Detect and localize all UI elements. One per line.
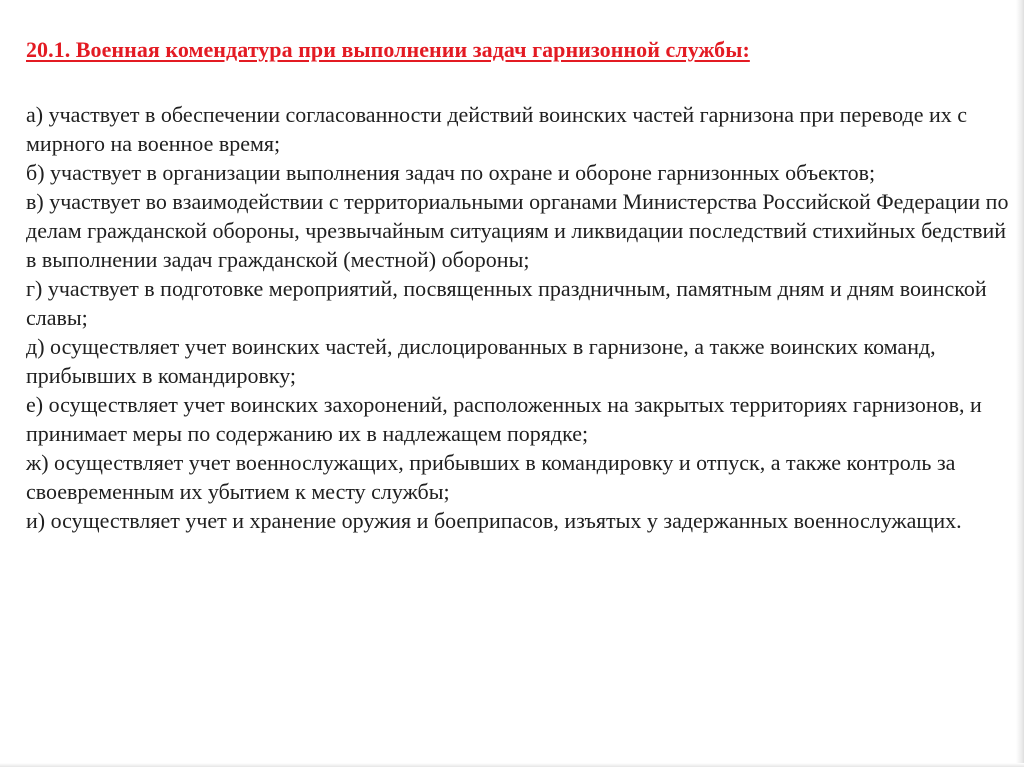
- slide-title: 20.1. Военная комендатура при выполнении задач гарнизонной службы:: [26, 37, 750, 62]
- list-item-g: г) участвует в подготовке мероприятий, посвященных праздничным, памятным дням и дням воинской славы;: [26, 276, 987, 330]
- list-item-e: е) осуществляет учет воинских захоронений, расположенных на закрытых территориях гарнизонов, и принимает меры по содержанию их в надлежащем порядке;: [26, 392, 982, 446]
- list-item-zh: ж) осуществляет учет военнослужащих, прибывших в командировку и отпуск, а также контроль за своевременным их убытием к месту службы;: [26, 450, 956, 504]
- slide-content: [26, 36, 1011, 535]
- list-item-a: а) участвует в обеспечении согласованности действий воинских частей гарнизона при переводе их с мирного на военное время;: [26, 102, 968, 156]
- slide-bottom-edge-shadow: [0, 763, 1024, 767]
- list-item-i: и) осуществляет учет и хранение оружия и боеприпасов, изъятых у задержанных военнослужащих.: [26, 508, 962, 533]
- list-item-b: б) участвует в организации выполнения задач по охране и обороне гарнизонных объектов;: [26, 160, 876, 185]
- slide-right-edge-shadow: [1016, 0, 1024, 767]
- list-item-v: в) участвует во взаимодействии с территориальными органами Министерства Российской Федерации по делам гражданской обороны, чрезвычайным ситуациям и ликвидации последствий стихийных бедствий в выполнении задач гражданской (местной) обороны;: [26, 189, 1009, 272]
- list-item-d: д) осуществляет учет воинских частей, дислоцированных в гарнизоне, а также воинских команд, прибывших в командировку;: [26, 334, 936, 388]
- duties-list: [26, 100, 1011, 535]
